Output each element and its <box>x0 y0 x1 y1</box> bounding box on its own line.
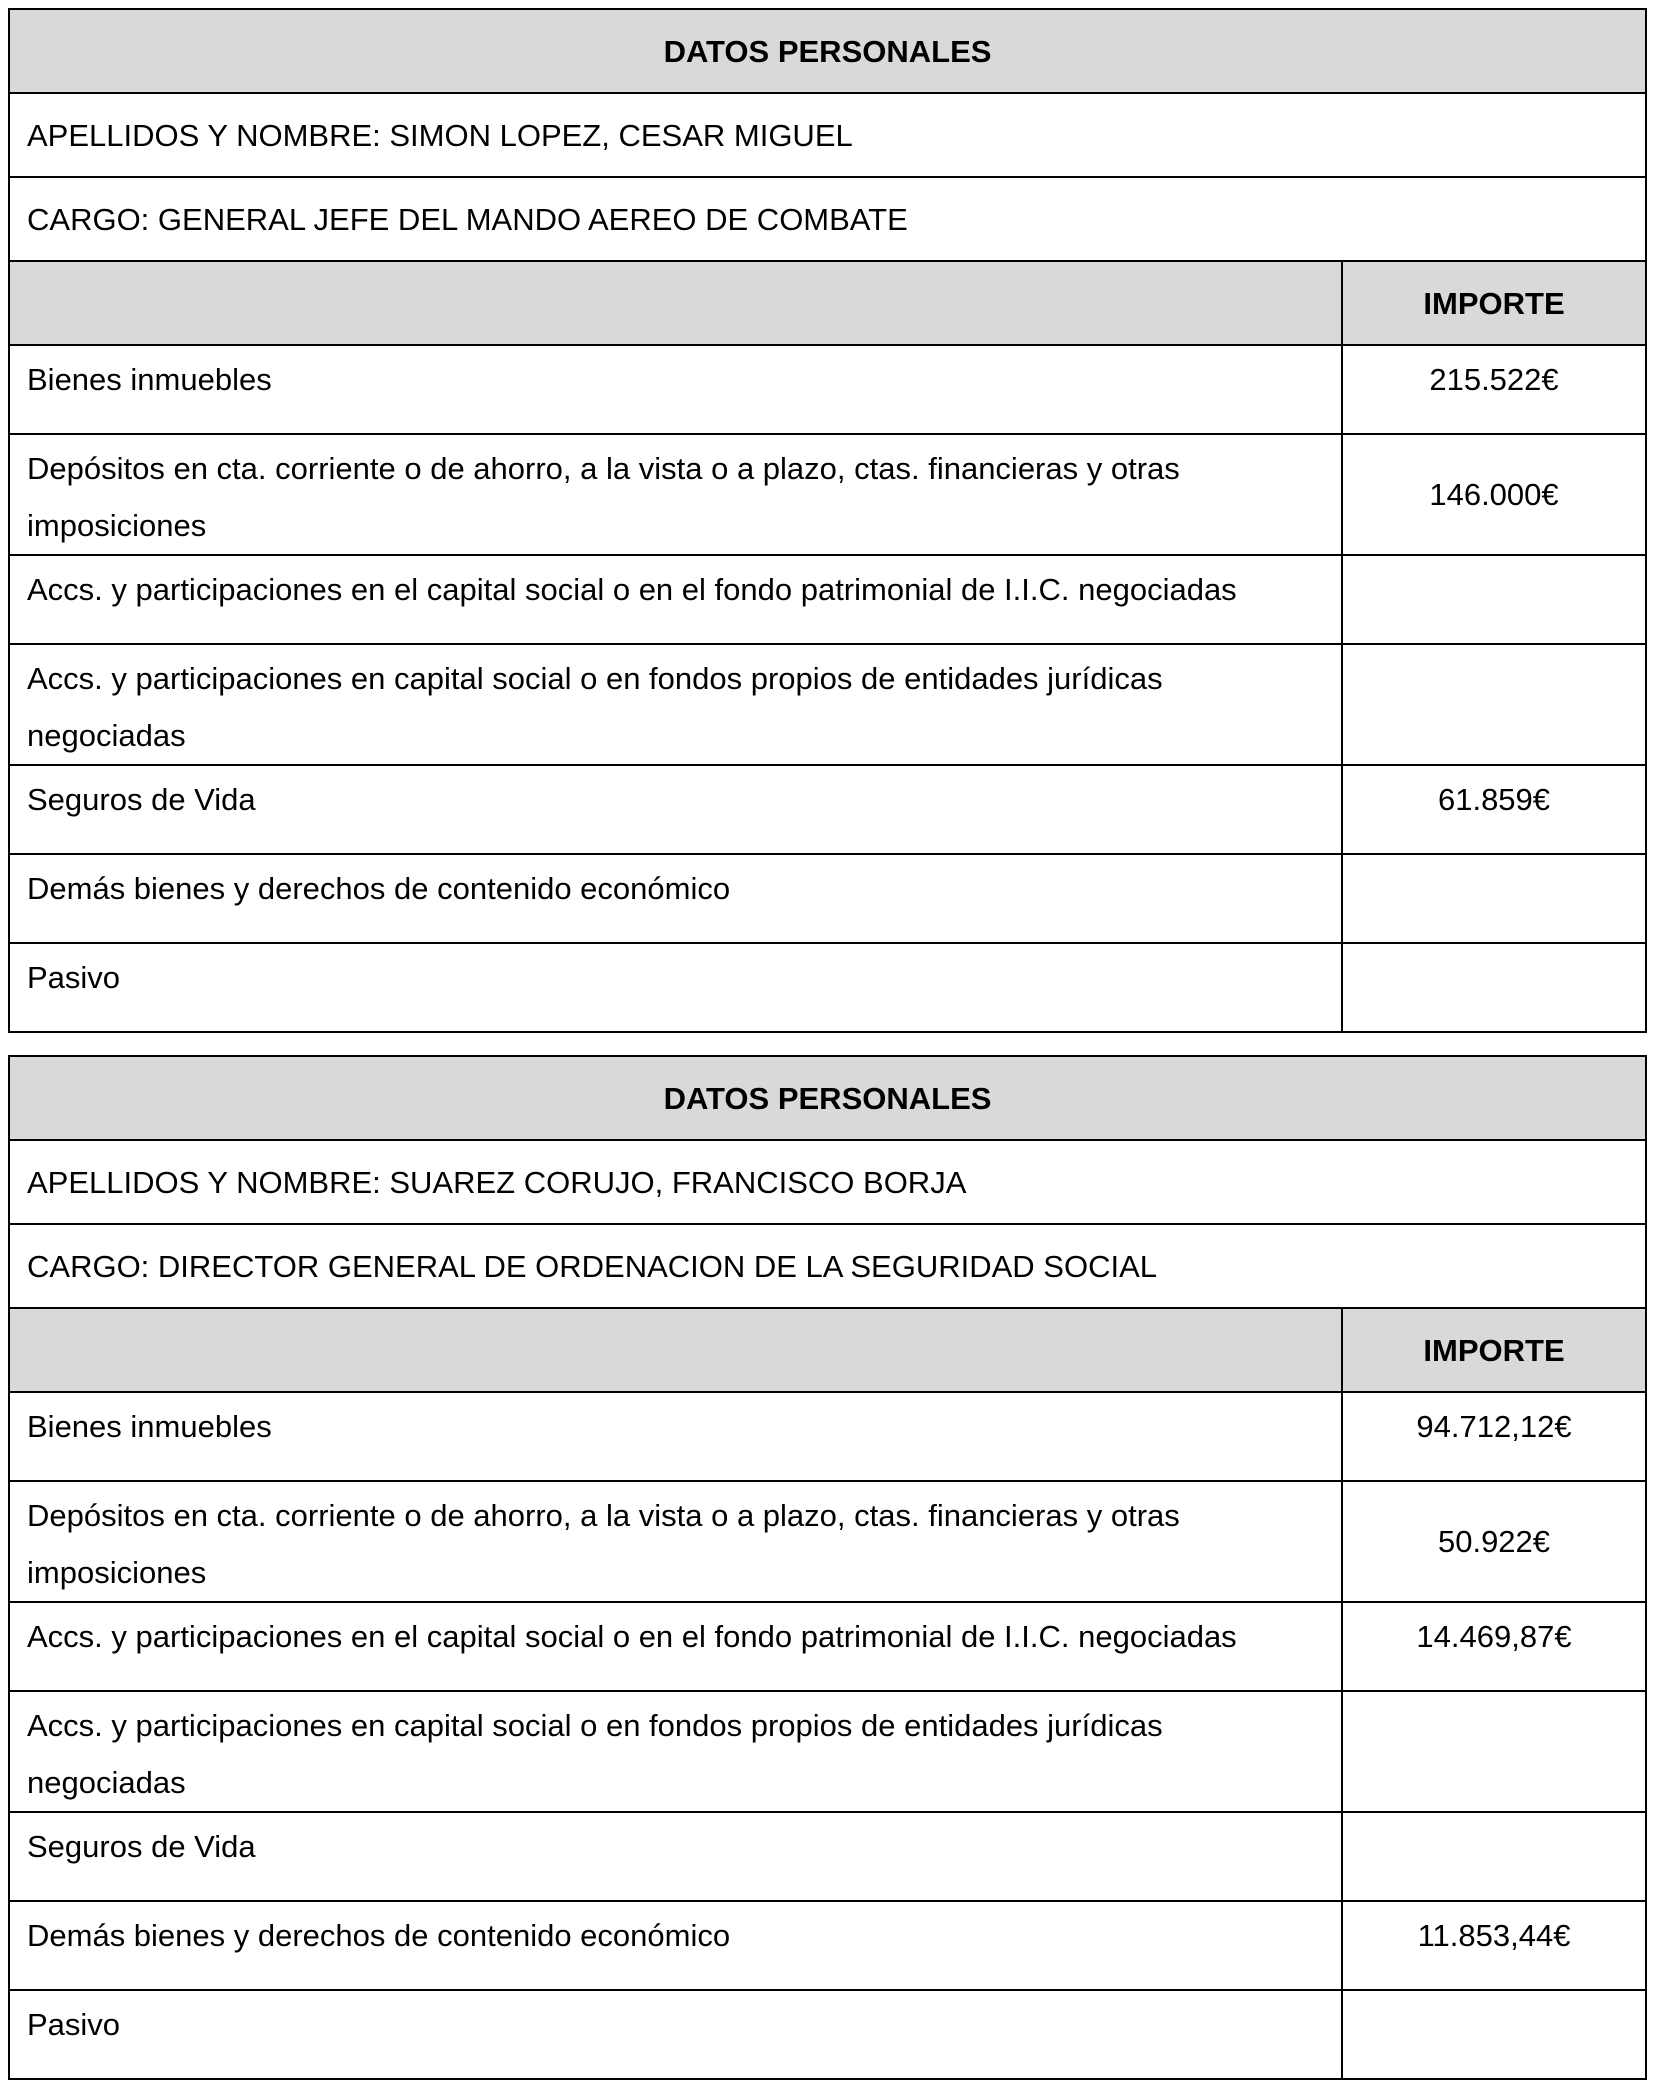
concept-cell: Bienes inmuebles <box>9 345 1342 434</box>
declaration-table <box>8 1055 1647 2080</box>
amount-cell <box>1342 1990 1646 2079</box>
amount-cell <box>1342 1691 1646 1812</box>
table-row <box>9 943 1646 1032</box>
table-row <box>9 765 1646 854</box>
table-row <box>9 1602 1646 1691</box>
table-row <box>9 854 1646 943</box>
table-row <box>9 1481 1646 1602</box>
declaration-table <box>8 8 1647 1033</box>
concept-cell: Seguros de Vida <box>9 1812 1342 1901</box>
column-header-row <box>9 1308 1646 1392</box>
table-header-row <box>9 9 1646 93</box>
section-title: DATOS PERSONALES <box>9 1056 1646 1140</box>
amount-column-header: IMPORTE <box>1342 261 1646 345</box>
name-row <box>9 1140 1646 1224</box>
amount-cell <box>1342 1812 1646 1901</box>
amount-column-header: IMPORTE <box>1342 1308 1646 1392</box>
concept-cell: Seguros de Vida <box>9 765 1342 854</box>
table-row <box>9 434 1646 555</box>
person-name: APELLIDOS Y NOMBRE: SIMON LOPEZ, CESAR MIGUEL <box>9 93 1646 177</box>
table-row <box>9 1691 1646 1812</box>
amount-cell <box>1342 943 1646 1032</box>
table-row <box>9 1990 1646 2079</box>
concept-cell: Accs. y participaciones en el capital social o en el fondo patrimonial de I.I.C. negociadas <box>9 1602 1342 1691</box>
amount-cell: 50.922€ <box>1342 1481 1646 1602</box>
concept-cell: Depósitos en cta. corriente o de ahorro, a la vista o a plazo, ctas. financieras y otras imposiciones <box>9 1481 1342 1602</box>
concept-cell: Pasivo <box>9 943 1342 1032</box>
amount-cell <box>1342 854 1646 943</box>
amount-cell: 14.469,87€ <box>1342 1602 1646 1691</box>
cargo-row <box>9 1224 1646 1308</box>
amount-cell: 11.853,44€ <box>1342 1901 1646 1990</box>
table-header-row <box>9 1056 1646 1140</box>
amount-cell: 215.522€ <box>1342 345 1646 434</box>
column-header-row <box>9 261 1646 345</box>
concept-column-header <box>9 261 1342 345</box>
cargo-row <box>9 177 1646 261</box>
concept-cell: Pasivo <box>9 1990 1342 2079</box>
amount-cell: 146.000€ <box>1342 434 1646 555</box>
amount-cell <box>1342 644 1646 765</box>
table-row <box>9 1812 1646 1901</box>
amount-cell: 94.712,12€ <box>1342 1392 1646 1481</box>
concept-cell: Accs. y participaciones en capital social o en fondos propios de entidades jurídicas negociadas <box>9 1691 1342 1812</box>
name-row <box>9 93 1646 177</box>
section-title: DATOS PERSONALES <box>9 9 1646 93</box>
concept-cell: Accs. y participaciones en el capital social o en el fondo patrimonial de I.I.C. negociadas <box>9 555 1342 644</box>
concept-cell: Accs. y participaciones en capital social o en fondos propios de entidades jurídicas negociadas <box>9 644 1342 765</box>
concept-column-header <box>9 1308 1342 1392</box>
table-row <box>9 555 1646 644</box>
amount-cell: 61.859€ <box>1342 765 1646 854</box>
table-row <box>9 1392 1646 1481</box>
person-position: CARGO: GENERAL JEFE DEL MANDO AEREO DE COMBATE <box>9 177 1646 261</box>
concept-cell: Depósitos en cta. corriente o de ahorro, a la vista o a plazo, ctas. financieras y otras imposiciones <box>9 434 1342 555</box>
concept-cell: Demás bienes y derechos de contenido económico <box>9 854 1342 943</box>
concept-cell: Bienes inmuebles <box>9 1392 1342 1481</box>
concept-cell: Demás bienes y derechos de contenido económico <box>9 1901 1342 1990</box>
table-row <box>9 644 1646 765</box>
amount-cell <box>1342 555 1646 644</box>
table-row <box>9 1901 1646 1990</box>
person-position: CARGO: DIRECTOR GENERAL DE ORDENACION DE LA SEGURIDAD SOCIAL <box>9 1224 1646 1308</box>
table-row <box>9 345 1646 434</box>
person-name: APELLIDOS Y NOMBRE: SUAREZ CORUJO, FRANCISCO BORJA <box>9 1140 1646 1224</box>
